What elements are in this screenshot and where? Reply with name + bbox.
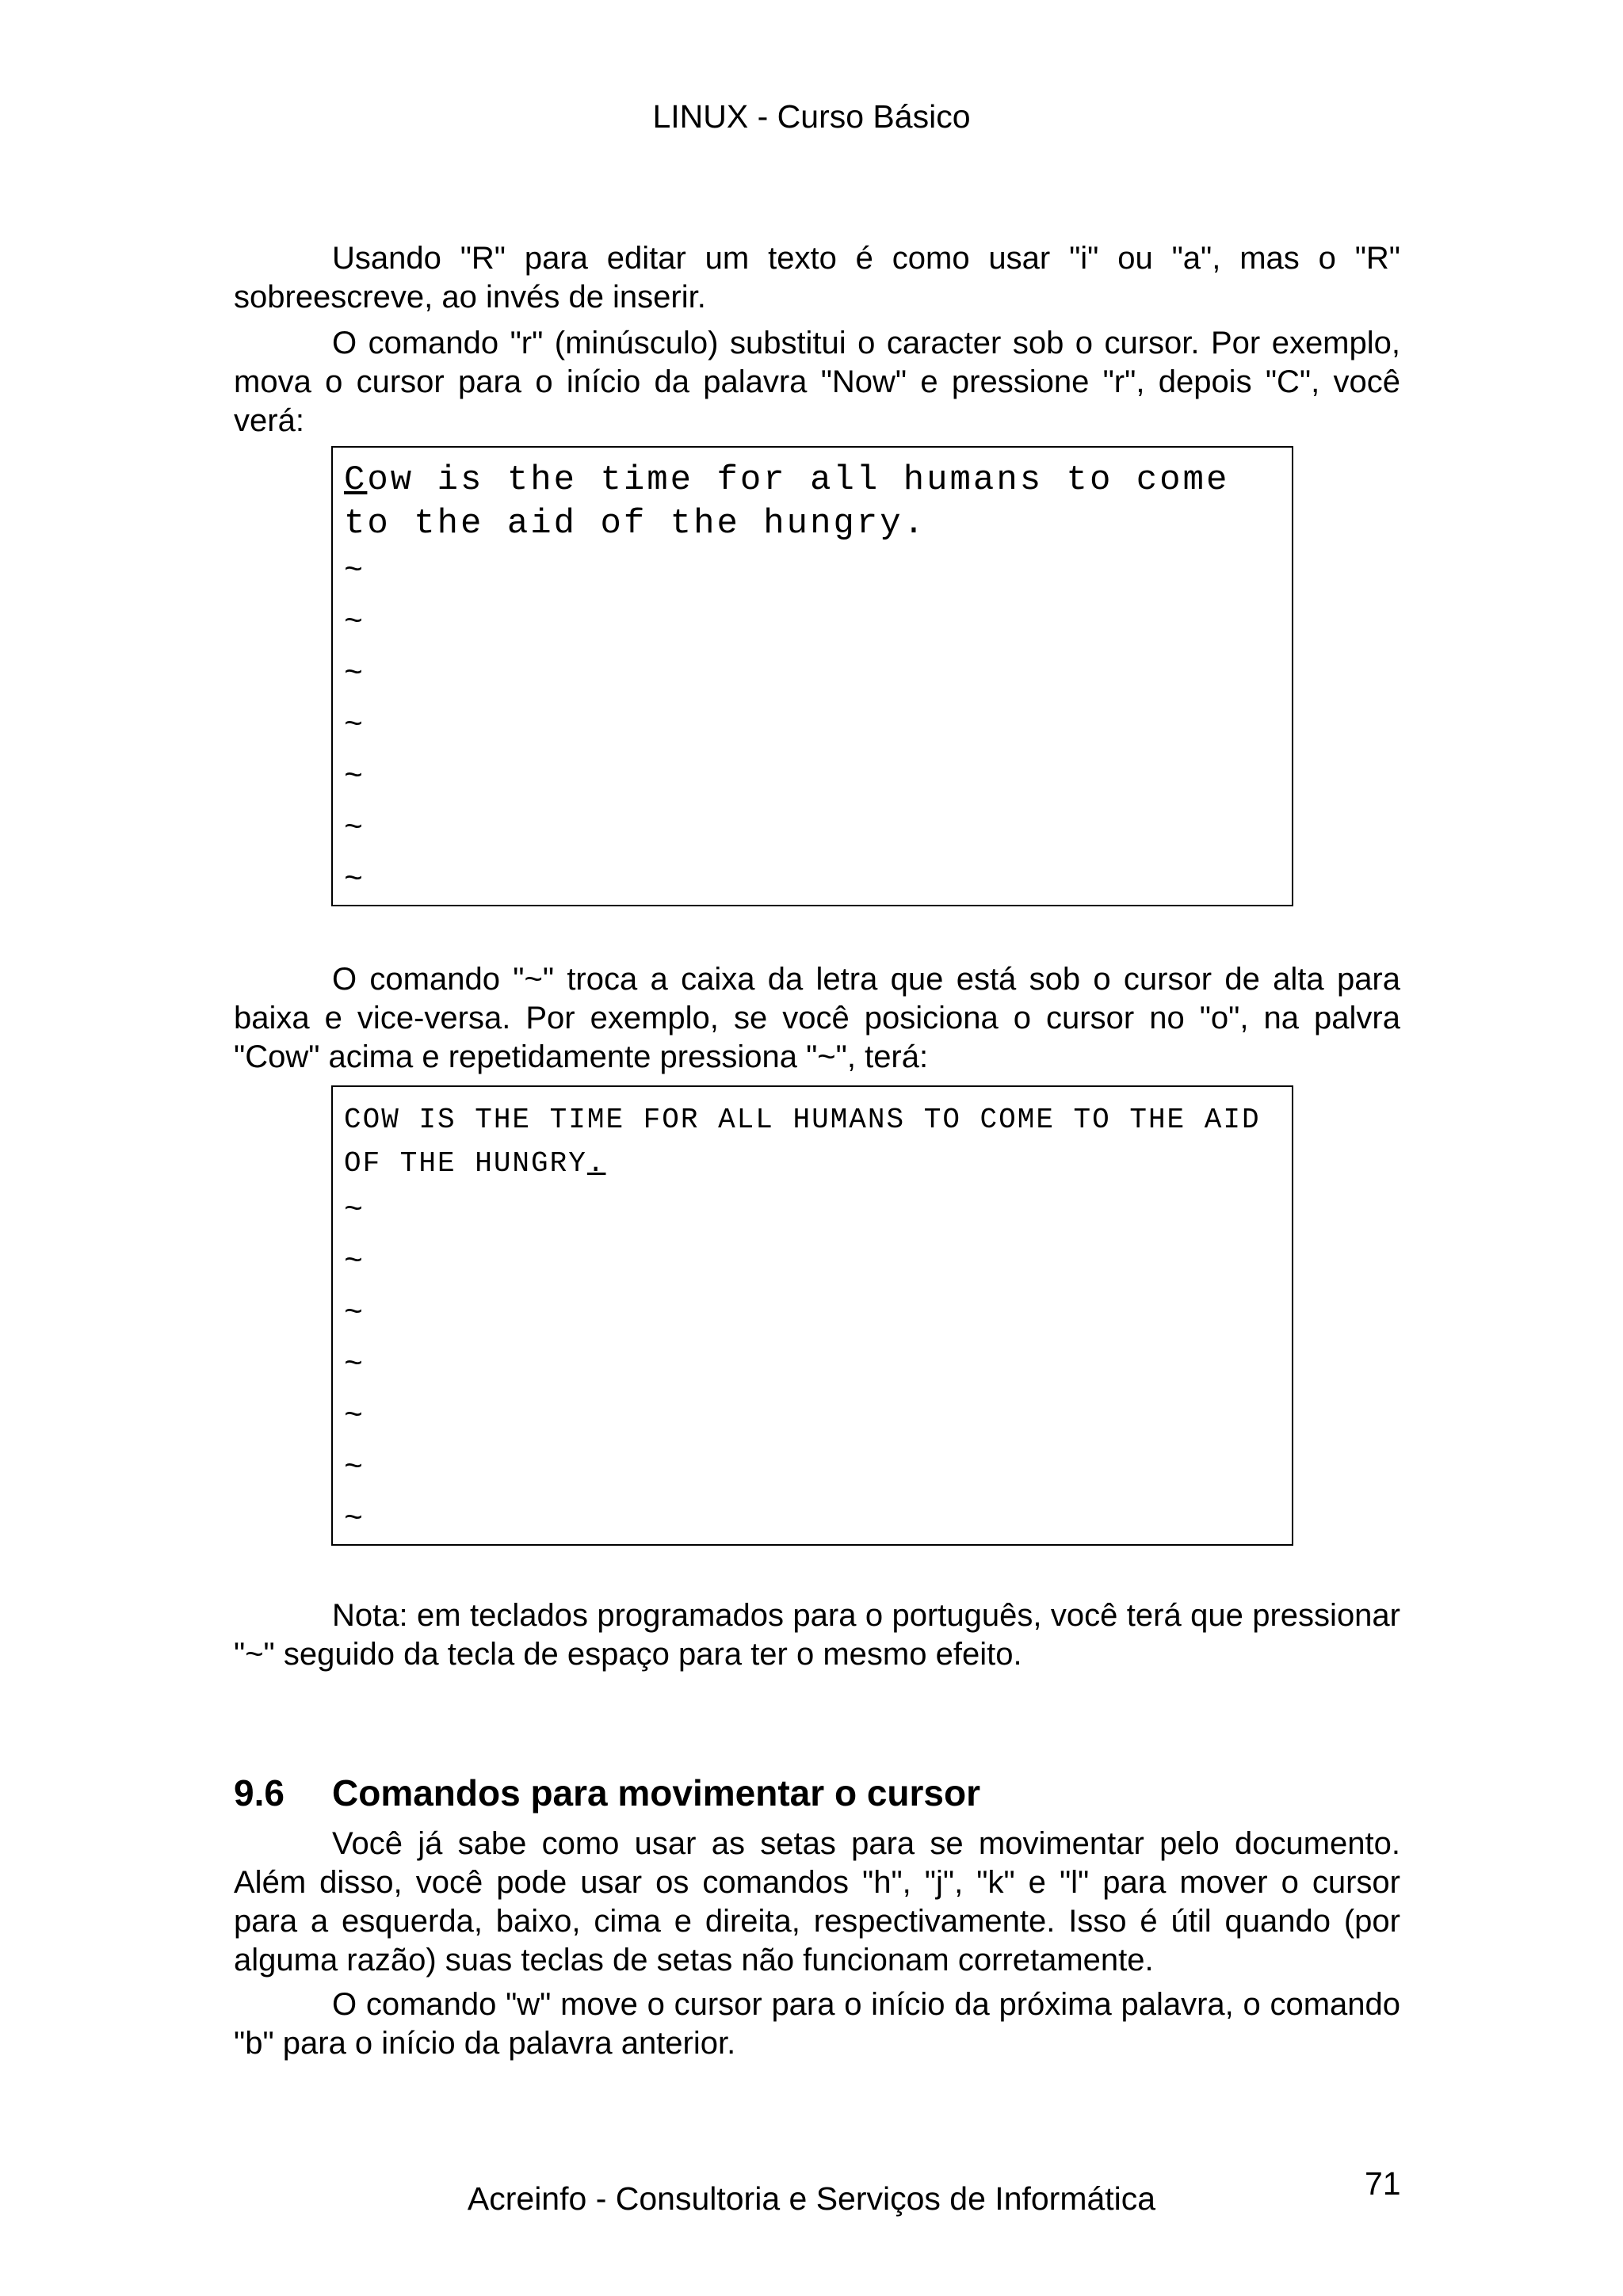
text-line-rest: ow is the time for all humans to come [367,460,1230,500]
empty-line-tilde: ~ [344,1193,364,1229]
empty-line-tilde: ~ [344,1245,364,1280]
section-number: 9.6 [234,1772,285,1814]
cursor: C [344,460,368,500]
page-header: LINUX - Curso Básico [652,98,971,135]
empty-line-tilde: ~ [344,811,364,847]
empty-line-tilde: ~ [344,760,364,795]
paragraph-cursor-keys: Você já sabe como usar as setas para se movimentar pelo documento. Além disso, você pode usar os comandos "h", "j", "k" e "l" para mover o cursor para a esquerda, baixo, cima e direita, respectivamente. Isso é útil quando (por alguma razão) suas teclas de setas não funcionam corretamente. [234,1826,1400,1978]
page-number: 71 [1365,2165,1401,2202]
empty-line-tilde: ~ [344,657,364,692]
section-title: Comandos para movimentar o cursor [332,1772,980,1814]
text-line [344,1142,1292,1185]
text-line: to the aid of the hungry. [344,504,927,543]
text-line-text: OF THE HUNGRY [344,1147,587,1180]
paragraph-note: Nota: em teclados programados para o português, você terá que pressionar "~" seguido da tecla de espaço para ter o mesmo efeito. [234,1598,1400,1672]
section-heading [234,1772,980,1814]
page-footer: Acreinfo - Consultoria e Serviços de Informática [467,2180,1156,2217]
empty-line-tilde: ~ [344,554,364,589]
vi-screen-example-2 [331,1085,1293,1546]
empty-line-tilde: ~ [344,1502,364,1538]
empty-line-tilde: ~ [344,1296,364,1332]
text-line [344,459,1292,502]
empty-line-tilde: ~ [344,1451,364,1486]
vi-screen-example-1 [331,446,1293,906]
empty-line-tilde: ~ [344,863,364,898]
empty-line-tilde: ~ [344,1399,364,1435]
text-line: COW IS THE TIME FOR ALL HUMANS TO COME TO THE AID [344,1104,1261,1136]
paragraph-r-command: Usando "R" para editar um texto é como usar "i" ou "a", mas o "R" sobreescreve, ao invés de inserir. [234,241,1400,315]
paragraph-lowercase-r: O comando "r" (minúsculo) substitui o caracter sob o cursor. Por exemplo, mova o cursor para o início da palavra "Now" e pressione "r", depois "C", você verá: [234,326,1400,438]
paragraph-word-commands: O comando "w" move o cursor para o início da próxima palavra, o comando "b" para o início da palavra anterior. [234,1987,1400,2061]
cursor: . [586,1147,606,1180]
empty-line-tilde: ~ [344,1348,364,1383]
paragraph-tilde-command: O comando "~" troca a caixa da letra que está sob o cursor de alta para baixa e vice-versa. Por exemplo, se você posiciona o cursor no "o", na palvra "Cow" acima e repetidamente pressiona "~", terá: [234,962,1400,1074]
empty-line-tilde: ~ [344,708,364,744]
empty-line-tilde: ~ [344,605,364,641]
